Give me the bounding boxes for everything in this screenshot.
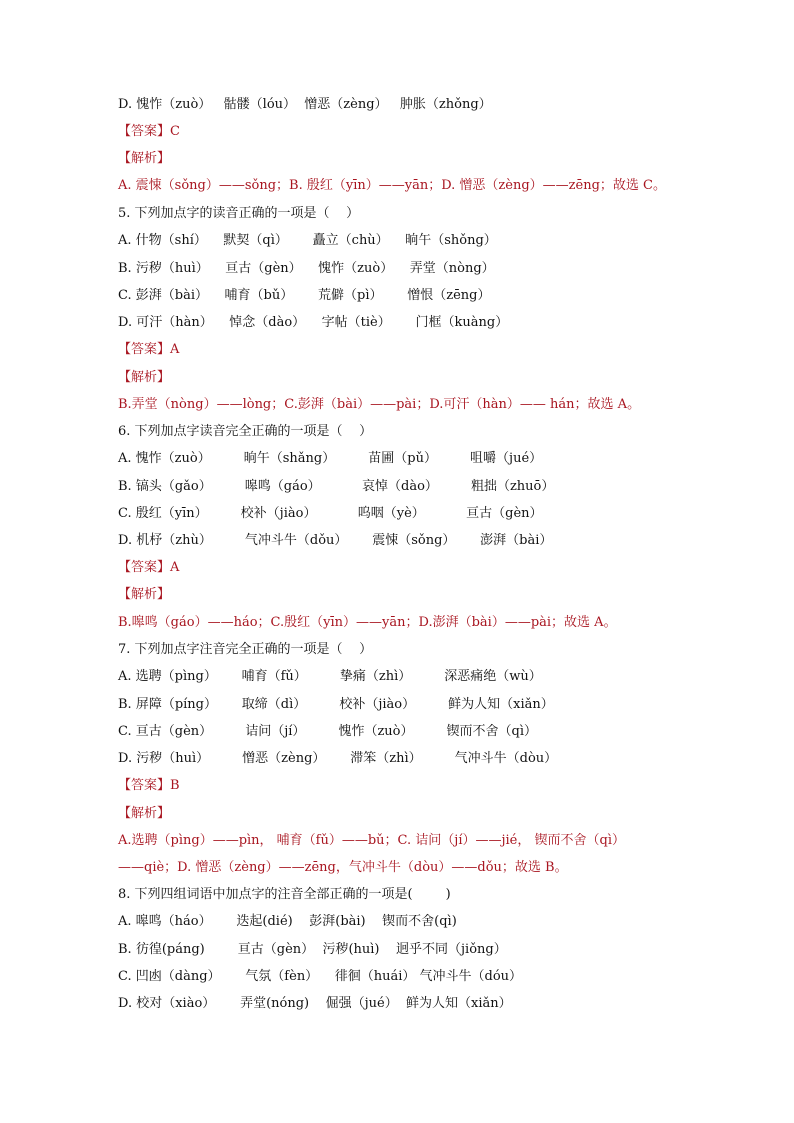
option-c: C. 殷红（yīn） 校补（jiào） 呜咽（yè） 亘古（gèn） (118, 506, 543, 521)
answer-label: 【答案】A (118, 560, 180, 575)
option-b: B. 镐头（gǎo） 嗥鸣（gáo） 哀悼（dào） 粗拙（zhuō） (118, 479, 555, 494)
question-7: 7. 下列加点字注音完全正确的一项是（ ） (118, 642, 373, 657)
option-d: D. 可汗（hàn） 悼念（dào） 字帖（tiè） 门框（kuàng） (118, 315, 509, 330)
answer-label: 【答案】C (118, 124, 180, 139)
answer-label: 【答案】B (118, 778, 180, 793)
option-d: D. 校对（xiào） 弄堂(nóng) 倔强（jué） 鲜为人知（xiǎn） (118, 996, 512, 1011)
option-b: B. 屏障（píng） 取缔（dì） 校补（jiào） 鲜为人知（xiǎn） (118, 697, 554, 712)
option-d: D. 污秽（huì） 憎恶（zèng） 滞笨（zhì） 气冲斗牛（dòu） (118, 751, 558, 766)
analysis-label: 【解析】 (118, 151, 171, 166)
question-5: 5. 下列加点字的读音正确的一项是（ ） (118, 206, 360, 221)
line-1: D. 愧怍（zuò） 骷髅（lóu） 憎恶（zèng） 肿胀（zhǒng） (118, 97, 492, 112)
option-b: B. 污秽（huì） 亘古（gèn） 愧怍（zuò） 弄堂（nòng） (118, 261, 495, 276)
analysis-label: 【解析】 (118, 806, 171, 821)
question-8: 8. 下列四组词语中加点字的注音全部正确的一项是( ) (118, 887, 451, 902)
analysis-text: B.弄堂（nòng）——lòng；C.彭湃（bài）——pài；D.可汗（hàn）—— hán；故选 A。 (118, 397, 641, 412)
option-b: B. 彷徨(páng) 亘古（gèn） 污秽(huì) 迥乎不同（jiǒng） (118, 942, 507, 957)
analysis-text: A.选聘（pìng）——pìn， 哺育（fǔ）——bǔ；C. 诘问（jí）——jié， 锲而不舍（qì） (118, 833, 625, 848)
option-c: C. 凹凼（dàng） 气氛（fèn） 徘徊（huái） 气冲斗牛（dóu） (118, 969, 523, 984)
analysis-text: A. 震悚（sǒng）——sǒng；B. 殷红（yīn）——yān；D. 憎恶（zèng）——zēng；故选 C。 (118, 178, 666, 193)
option-a: A. 选聘（pìng） 哺育（fǔ） 挚痛（zhì） 深恶痛绝（wù） (118, 669, 542, 684)
question-6: 6. 下列加点字读音完全正确的一项是（ ） (118, 424, 373, 439)
option-a: A. 什物（shí） 默契（qì） 矗立（chù） 晌午（shǒng） (118, 233, 497, 248)
analysis-label: 【解析】 (118, 370, 171, 385)
answer-label: 【答案】A (118, 342, 180, 357)
analysis-label: 【解析】 (118, 587, 171, 602)
option-a: A. 愧怍（zuò） 晌午（shǎng） 苗圃（pǔ） 咀嚼（jué） (118, 451, 543, 466)
analysis-text-continued: ——qiè；D. 憎恶（zèng）——zēng，气冲斗牛（dòu）——dǒu；故选 B。 (118, 860, 568, 875)
option-c: C. 亘古（gèn） 诘问（jí） 愧怍（zuò） 锲而不舍（qì） (118, 724, 538, 739)
analysis-text: B.嗥鸣（gáo）——háo；C.殷红（yīn）——yān；D.澎湃（bài）——pài；故选 A。 (118, 615, 617, 630)
option-c: C. 彭湃（bài） 哺育（bǔ） 荒僻（pì） 憎恨（zēng） (118, 288, 491, 303)
option-a: A. 嗥鸣（háo） 迭起(dié) 彭湃(bài) 锲而不舍(qì) (118, 914, 457, 929)
option-d: D. 机杼（zhù） 气冲斗牛（dǒu） 震悚（sǒng） 澎湃（bài） (118, 533, 553, 548)
